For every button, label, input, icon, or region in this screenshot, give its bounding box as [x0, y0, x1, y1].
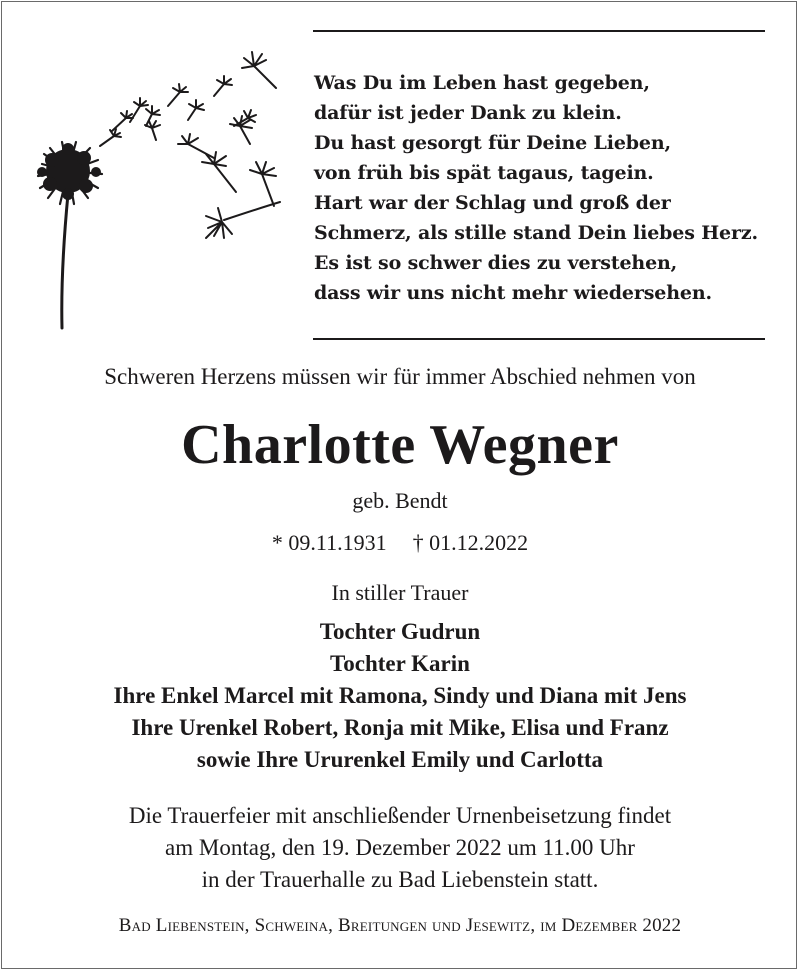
- birth-date: * 09.11.1931: [271, 530, 387, 555]
- death-date: † 01.12.2022: [412, 530, 529, 555]
- mourning-line: In stiller Trauer: [331, 580, 469, 605]
- bottom-rule: [313, 338, 765, 340]
- family-list: [0, 616, 800, 776]
- poem-line: Was Du im Leben hast gegeben,: [314, 72, 650, 94]
- poem-line: Hart war der Schlag und groß der: [314, 192, 671, 214]
- deceased-name: Charlotte Wegner: [181, 414, 619, 476]
- family-member: Ihre Enkel Marcel mit Ramona, Sindy und Diana mit Jens: [113, 683, 687, 708]
- poem-line: dass wir uns nicht mehr wiedersehen.: [314, 282, 712, 304]
- life-dates: [0, 528, 800, 558]
- family-member: sowie Ihre Ururenkel Emily und Carlotta: [196, 747, 604, 772]
- ceremony-info: [0, 800, 800, 896]
- poem-line: Du hast gesorgt für Deine Lieben,: [314, 132, 671, 154]
- family-member: Ihre Urenkel Robert, Ronja mit Mike, Elisa und Franz: [131, 715, 669, 740]
- ceremony-line: am Montag, den 19. Dezember 2022 um 11.00 Uhr: [165, 835, 635, 860]
- ceremony-line: Die Trauerfeier mit anschließender Urnenbeisetzung findet: [128, 803, 672, 828]
- dandelion-icon: [28, 36, 298, 336]
- poem-line: Schmerz, als stille stand Dein liebes Herz.: [314, 222, 758, 244]
- intro-text: Schweren Herzens müssen wir für immer Abschied nehmen von: [104, 364, 696, 389]
- ceremony-line: in der Trauerhalle zu Bad Liebenstein statt.: [201, 867, 599, 892]
- top-rule: [313, 30, 765, 32]
- poem-line: Es ist so schwer dies zu verstehen,: [314, 252, 678, 274]
- family-member: Tochter Karin: [330, 651, 470, 676]
- poem: [314, 68, 784, 308]
- family-member: Tochter Gudrun: [319, 619, 481, 644]
- poem-line: dafür ist jeder Dank zu klein.: [314, 102, 622, 124]
- birth-name: geb. Bendt: [352, 488, 448, 513]
- poem-line: von früh bis spät tagaus, tagein.: [314, 162, 654, 184]
- places-line: Bad Liebenstein, Schweina, Breitungen und Jesewitz, im Dezember 2022: [118, 915, 682, 936]
